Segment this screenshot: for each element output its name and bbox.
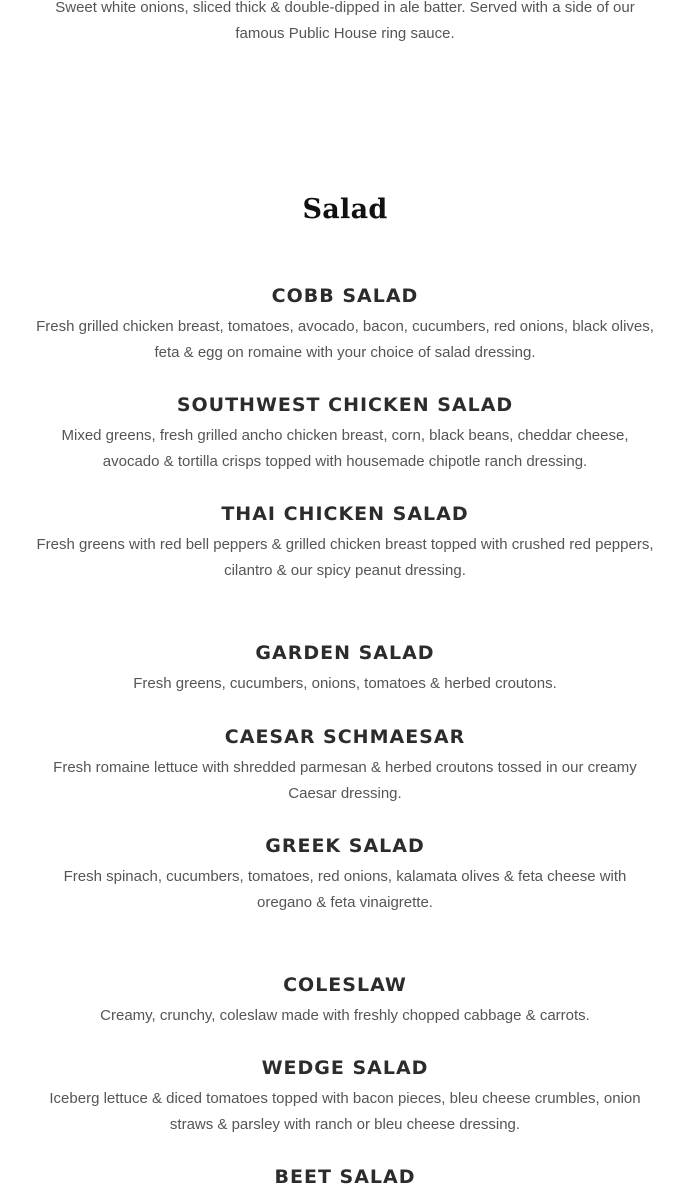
menu-item-cobb-salad [0,284,690,365]
menu-item-southwest-chicken-salad [0,393,690,474]
menu-item-caesar-schmaesar [0,725,690,806]
menu-item-greek-salad [0,834,690,915]
menu-item-wedge-salad [0,1056,690,1137]
item-description: Iceberg lettuce & diced tomatoes topped with bacon pieces, bleu cheese crumbles, onion straws & parsley with ranch or bleu cheese dressing. [49,1090,641,1133]
item-name: GREEK SALAD [265,835,425,857]
section-title-salad: Salad [302,194,388,225]
item-description: Mixed greens, fresh grilled ancho chicken breast, corn, black beans, cheddar cheese, avocado & tortilla crisps topped with housemade chipotle ranch dressing. [61,427,629,470]
item-description: Creamy, crunchy, coleslaw made with freshly chopped cabbage & carrots. [100,1007,590,1024]
item-name: CAESAR SCHMAESAR [224,726,466,748]
menu-item-coleslaw [0,973,690,1029]
item-description: Fresh romaine lettuce with shredded parmesan & herbed croutons tossed in our creamy Caesar dressing. [53,759,637,802]
item-name: THAI CHICKEN SALAD [221,503,469,525]
menu-item-beet-salad [0,1165,690,1184]
item-description: Fresh greens with red bell peppers & grilled chicken breast topped with crushed red peppers, cilantro & our spicy peanut dressing. [36,536,654,579]
item-name: COBB SALAD [271,285,419,307]
item-name: SOUTHWEST CHICKEN SALAD [176,394,514,416]
item-name: COLESLAW [283,974,407,996]
item-description: Fresh spinach, cucumbers, tomatoes, red onions, kalamata olives & feta cheese with oregano & feta vinaigrette. [63,868,627,911]
item-name: WEDGE SALAD [261,1057,429,1079]
menu-item-garden-salad [0,641,690,697]
item-description-onion-rings: Sweet white onions, sliced thick & double-dipped in ale batter. Served with a side of our famous Public House ring sauce. [55,0,635,42]
item-description: Fresh greens, cucumbers, onions, tomatoes & herbed croutons. [133,675,557,692]
item-name: GARDEN SALAD [255,642,435,664]
item-description: Fresh grilled chicken breast, tomatoes, avocado, bacon, cucumbers, red onions, black olives, feta & egg on romaine with your choice of salad dressing. [36,318,654,361]
item-name: BEET SALAD [274,1166,416,1184]
menu-item-thai-chicken-salad [0,502,690,583]
